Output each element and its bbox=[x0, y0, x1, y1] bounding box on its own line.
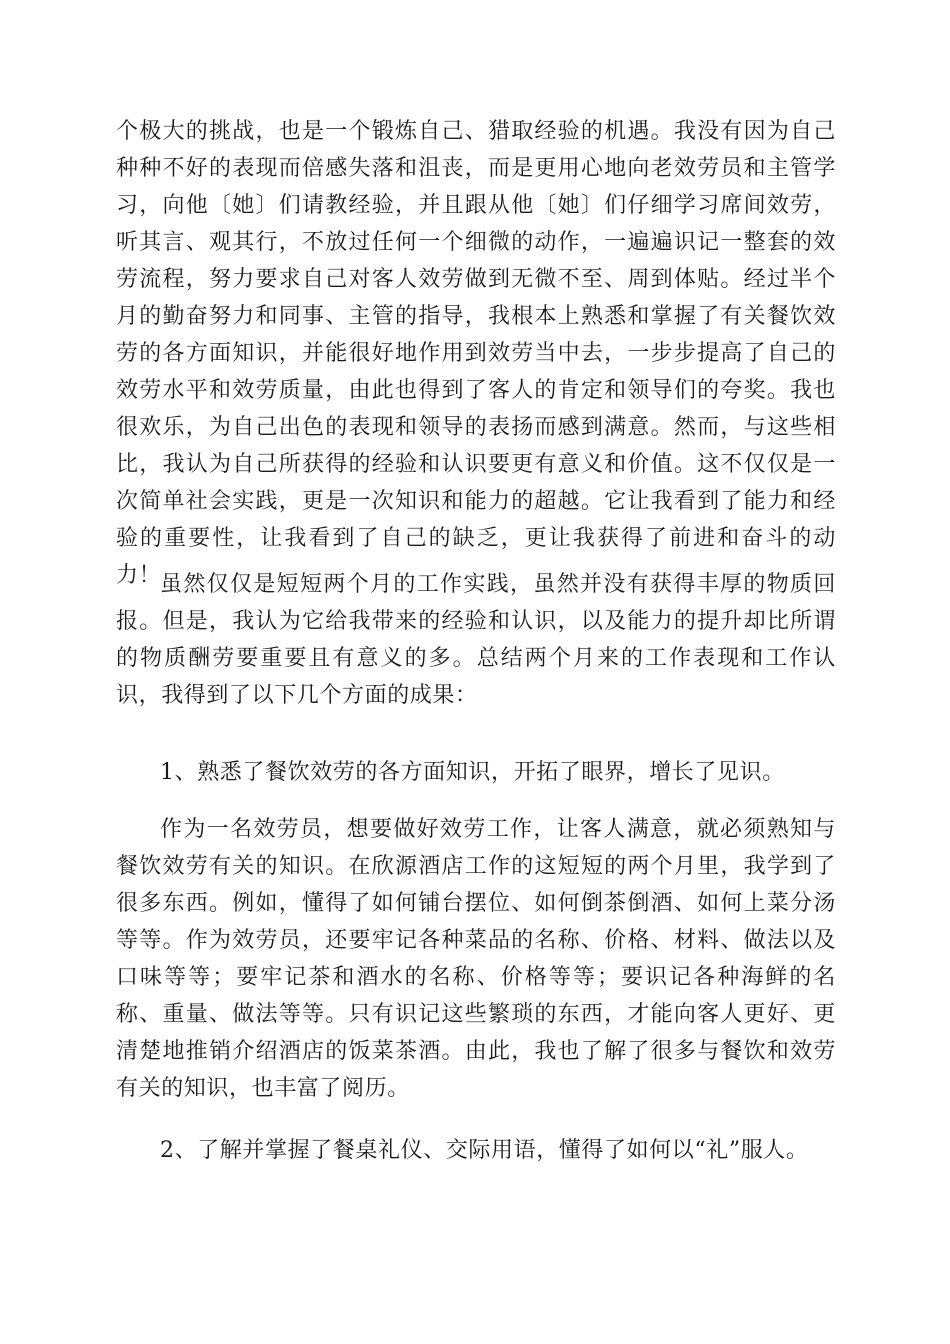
paragraph-summary: 虽然仅仅是短短两个月的工作实践，虽然并没有获得丰厚的物质回报。但是，我认为它给我带来的经验和认识，以及能力的提升却比所谓的物质酬劳要重要且有意义的多。总结两个月来的工作表现和工作认识，我得到了以下几个方面的成果： bbox=[116, 572, 836, 708]
section-heading-1: 1、熟悉了餐饮效劳的各方面知识，开拓了眼界，增长了见识。 bbox=[160, 760, 785, 785]
paragraph-section-1-body: 作为一名效劳员，想要做好效劳工作，让客人满意，就必须熟知与餐饮效劳有关的知识。在欣源酒店工作的这短短的两个月里，我学到了很多东西。例如，懂得了如何铺台摆位、如何倒茶倒酒、如何上菜分汤等等。作为效劳员，还要牢记各种菜品的名称、价格、材料、做法以及口味等等；要牢记茶和酒水的名称、价格等等；要识记各种海鲜的名称、重量、做法等等。只有识记这些繁琐的东西，才能向客人更好、更清楚地推销介绍酒店的饭菜茶酒。由此，我也了解了很多与餐饮和效劳有关的知识，也丰富了阅历。 bbox=[116, 817, 836, 1101]
section-heading-2: 2、了解并掌握了餐桌礼仪、交际用语，懂得了如何以“礼”服人。 bbox=[160, 1138, 809, 1163]
paragraph-continuation: 个极大的挑战，也是一个锻炼自己、猎取经验的机遇。我没有因为自己种种不好的表现而倍感失落和沮丧，而是更用心地向老效劳员和主管学习，向他〔她〕们请教经验，并且跟从他〔她〕们仔细学习席间效劳，听其言、观其行，不放过任何一个细微的动作，一遍遍识记一整套的效劳流程，努力要求自己对客人效劳做到无微不至、周到体贴。经过半个月的勤奋努力和同事、主管的指导，我根本上熟悉和掌握了有关餐饮效劳的各方面知识，并能很好地作用到效劳当中去，一步步提高了自己的效劳水平和效劳质量，由此也得到了客人的肯定和领导们的夸奖。我也很欢乐，为自己出色的表现和领导的表扬而感到满意。然而，与这些相比，我认为自己所获得的经验和认识要更有意义和价值。这不仅仅是一次简单社会实践，更是一次知识和能力的超越。它让我看到了能力和经验的重要性，让我看到了自己的缺乏，更让我获得了前进和奋斗的动力！ bbox=[116, 119, 836, 588]
